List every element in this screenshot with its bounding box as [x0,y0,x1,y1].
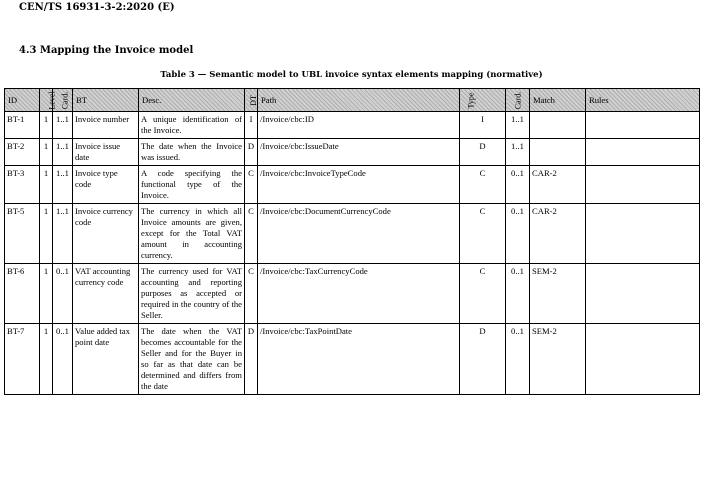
cell-bt: VAT accounting currency code [73,264,139,324]
cell-path: /Invoice/cbc:TaxCurrencyCode [258,264,460,324]
section-title: 4.3 Mapping the Invoice model [19,45,194,56]
cell-rules [586,139,700,166]
cell-path: /Invoice/cbc:IssueDate [258,139,460,166]
cell-dt: C [245,166,258,204]
cell-dt: D [245,139,258,166]
cell-card2: 0..1 [506,204,530,264]
cell-rules [586,166,700,204]
column-header-bt: BT [73,89,139,112]
cell-dt: C [245,204,258,264]
cell-match: CAR-2 [530,204,586,264]
document-header: CEN/TS 16931-3-2:2020 (E) [19,2,175,13]
cell-id: BT-3 [5,166,40,204]
column-header-card2 [506,89,530,112]
cell-type: D [460,139,506,166]
column-header-path: Path [258,89,460,112]
cell-rules [586,324,700,395]
column-header-rules: Rules [586,89,700,112]
cell-rules [586,112,700,139]
cell-bt: Invoice number [73,112,139,139]
table-row [5,264,700,324]
cell-card2: 1..1 [506,139,530,166]
cell-card2: 0..1 [506,264,530,324]
column-header-desc: Desc. [139,89,245,112]
cell-match [530,139,586,166]
cell-id: BT-6 [5,264,40,324]
cell-path: /Invoice/cbc:DocumentCurrencyCode [258,204,460,264]
cell-type: C [460,264,506,324]
cell-desc: The date when the Invoice was issued. [139,139,245,166]
cell-path: /Invoice/cbc:ID [258,112,460,139]
column-header-match: Match [530,89,586,112]
cell-rules [586,264,700,324]
column-header-dt-text: DT [248,94,258,106]
cell-type: I [460,112,506,139]
mapping-table [4,88,700,395]
cell-type: C [460,204,506,264]
cell-path: /Invoice/cbc:TaxPointDate [258,324,460,395]
cell-desc: The currency used for VAT accounting and reporting purposes as accepted or required in the country of the Seller. [139,264,245,324]
cell-card2: 1..1 [506,112,530,139]
cell-match: SEM-2 [530,324,586,395]
cell-match [530,112,586,139]
cell-level: 1 [40,204,53,264]
cell-match: CAR-2 [530,166,586,204]
column-header-level-text: Level [47,90,57,110]
cell-match: SEM-2 [530,264,586,324]
cell-type: D [460,324,506,395]
cell-bt: Value added tax point date [73,324,139,395]
cell-dt: C [245,264,258,324]
table-row [5,112,700,139]
column-header-dt [245,89,258,112]
cell-card: 1..1 [53,139,73,166]
cell-type: C [460,166,506,204]
cell-card: 1..1 [53,166,73,204]
cell-card: 1..1 [53,112,73,139]
cell-dt: D [245,324,258,395]
cell-desc: The date when the VAT becomes accountable for the Seller and for the Buyer in so far as that date can be determined and differs from the date [139,324,245,395]
cell-level: 1 [40,166,53,204]
column-header-type [460,89,506,112]
header-row [5,89,700,112]
table-row [5,204,700,264]
cell-bt: Invoice type code [73,166,139,204]
column-header-type-text: Type [466,92,476,108]
cell-level: 1 [40,324,53,395]
cell-desc: A unique identification of the Invoice. [139,112,245,139]
cell-id: BT-7 [5,324,40,395]
column-header-card-text: Card. [60,91,70,109]
cell-bt: Invoice issue date [73,139,139,166]
cell-card2: 0..1 [506,166,530,204]
table-caption: Table 3 — Semantic model to UBL invoice syntax elements mapping (normative) [160,70,543,80]
cell-card2: 0..1 [506,324,530,395]
cell-bt: Invoice currency code [73,204,139,264]
cell-card: 0..1 [53,264,73,324]
cell-level: 1 [40,139,53,166]
cell-id: BT-1 [5,112,40,139]
cell-desc: A code specifying the functional type of the Invoice. [139,166,245,204]
table-row [5,139,700,166]
column-header-id: ID [5,89,40,112]
table-row [5,324,700,395]
column-header-card2-text: Card. [513,91,523,109]
cell-dt: I [245,112,258,139]
cell-id: BT-5 [5,204,40,264]
cell-id: BT-2 [5,139,40,166]
table-row [5,166,700,204]
column-header-level [40,89,57,112]
cell-card: 0..1 [53,324,73,395]
cell-desc: The currency in which all Invoice amounts are given, except for the Total VAT amount in accounting currency. [139,204,245,264]
cell-card: 1..1 [53,204,73,264]
cell-rules [586,204,700,264]
cell-level: 1 [40,264,53,324]
cell-level: 1 [40,112,53,139]
cell-path: /Invoice/cbc:InvoiceTypeCode [258,166,460,204]
